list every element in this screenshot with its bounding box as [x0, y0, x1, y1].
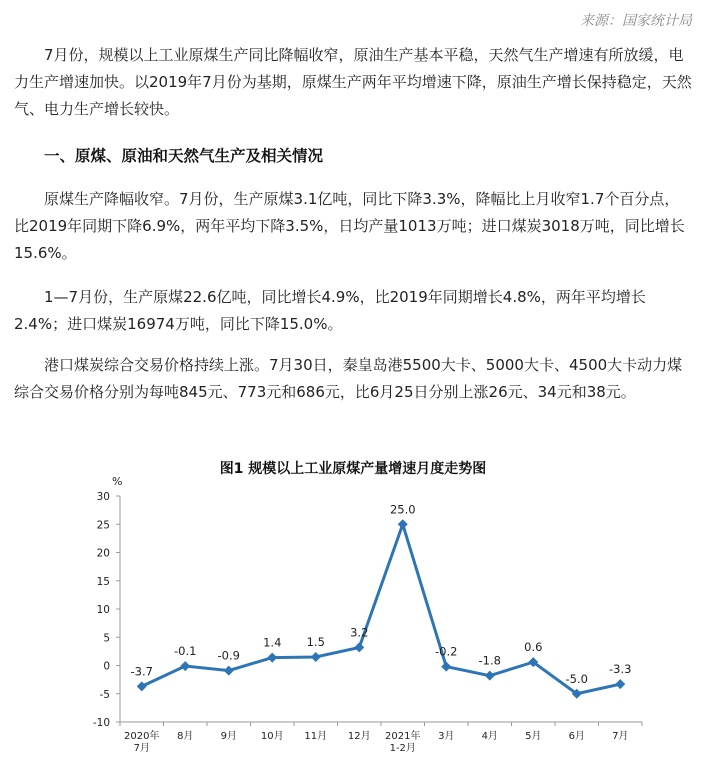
y-tick-label: -10 — [92, 717, 110, 729]
intro-paragraph: 7月份，规模以上工业原煤生产同比降幅收窄，原油生产基本平稳，天然气生产增速有所放缓，电力生产增速加快。以2019年7月份为基期，原煤生产两年平均增速下降，原油生产增长保持稳定，天然气、电力生产增长较快。 — [14, 46, 692, 118]
x-tick-label: 8月 — [177, 731, 194, 742]
data-point-marker — [615, 679, 625, 689]
x-tick-label: 11月 — [304, 731, 328, 742]
data-label: 25.0 — [389, 502, 416, 517]
data-label: -3.3 — [609, 662, 632, 677]
data-label: -0.2 — [435, 644, 458, 659]
x-tick-label: 9月 — [220, 731, 237, 742]
coal-paragraph: 原煤生产降幅收窄。7月份，生产原煤3.1亿吨，同比下降3.3%，降幅比上月收窄1.7个百分点，比2019年同期下降6.9%，两年平均下降3.5%，日均产量1013万吨；进口煤炭3018万吨，同比增长15.6%。 — [14, 190, 685, 262]
data-label: -5.0 — [565, 671, 588, 686]
data-point-marker — [180, 661, 190, 671]
data-label: -0.1 — [174, 644, 197, 659]
data-label: 1.5 — [306, 635, 325, 650]
x-tick-label: 5月 — [525, 731, 542, 742]
data-point-marker — [224, 666, 234, 676]
x-tick-label: 3月 — [438, 731, 455, 742]
price-paragraph: 港口煤炭综合交易价格持续上涨。7月30日，秦皇岛港5500大卡、5000大卡、4500大卡动力煤综合交易价格分别为每吨845元、773元和686元，比6月25日分别上涨26元、34元和38元。 — [14, 356, 683, 401]
data-label: -1.8 — [478, 653, 501, 668]
data-point-marker — [267, 653, 277, 663]
data-point-marker — [311, 652, 321, 662]
data-point-marker — [398, 519, 408, 529]
y-tick-labels — [93, 491, 110, 729]
y-tick-label: 30 — [96, 491, 110, 503]
series-line — [142, 524, 621, 694]
data-point-marker — [485, 671, 495, 681]
x-tick-label: 6月 — [568, 731, 585, 742]
x-tick-label: 7月 — [612, 731, 629, 742]
data-label: -0.9 — [217, 648, 240, 663]
y-tick-label: 20 — [96, 547, 110, 560]
x-tick-label: 10月 — [260, 731, 284, 742]
data-point-marker — [137, 681, 147, 691]
data-label: 3.2 — [350, 625, 369, 640]
y-tick-label: -5 — [99, 688, 110, 701]
x-tick-label: 2020年 7月 — [124, 731, 160, 754]
section-heading: 一、原煤、原油和天然气生产及相关情况 — [44, 147, 324, 165]
x-tick-label: 12月 — [347, 731, 371, 742]
y-tick-label: 5 — [103, 632, 110, 645]
chart-axes — [116, 496, 642, 726]
x-tick-label: 4月 — [481, 731, 498, 742]
data-point-marker — [441, 662, 451, 672]
data-label: 1.4 — [263, 635, 282, 650]
x-tick-label: 2021年 1-2月 — [385, 731, 421, 754]
y-axis-unit: % — [112, 475, 123, 488]
ytd-paragraph: 1—7月份，生产原煤22.6亿吨，同比增长4.9%，比2019年同期增长4.8%，两年平均增长2.4%；进口煤炭16974万吨，同比下降15.0%。 — [14, 288, 646, 333]
data-labels — [131, 502, 632, 686]
y-tick-label: 10 — [96, 604, 110, 616]
y-tick-label: 25 — [96, 519, 110, 532]
series-markers — [137, 519, 626, 699]
data-label: -3.7 — [130, 664, 153, 679]
data-point-marker — [354, 642, 364, 652]
y-tick-label: 0 — [103, 660, 110, 673]
y-tick-label: 15 — [96, 575, 110, 588]
x-tick-labels — [124, 729, 628, 754]
source-note: 来源：国家统计局 — [580, 13, 692, 29]
data-label: 0.6 — [524, 640, 543, 655]
chart-title: 图1 规模以上工业原煤产量增速月度走势图 — [219, 461, 487, 477]
